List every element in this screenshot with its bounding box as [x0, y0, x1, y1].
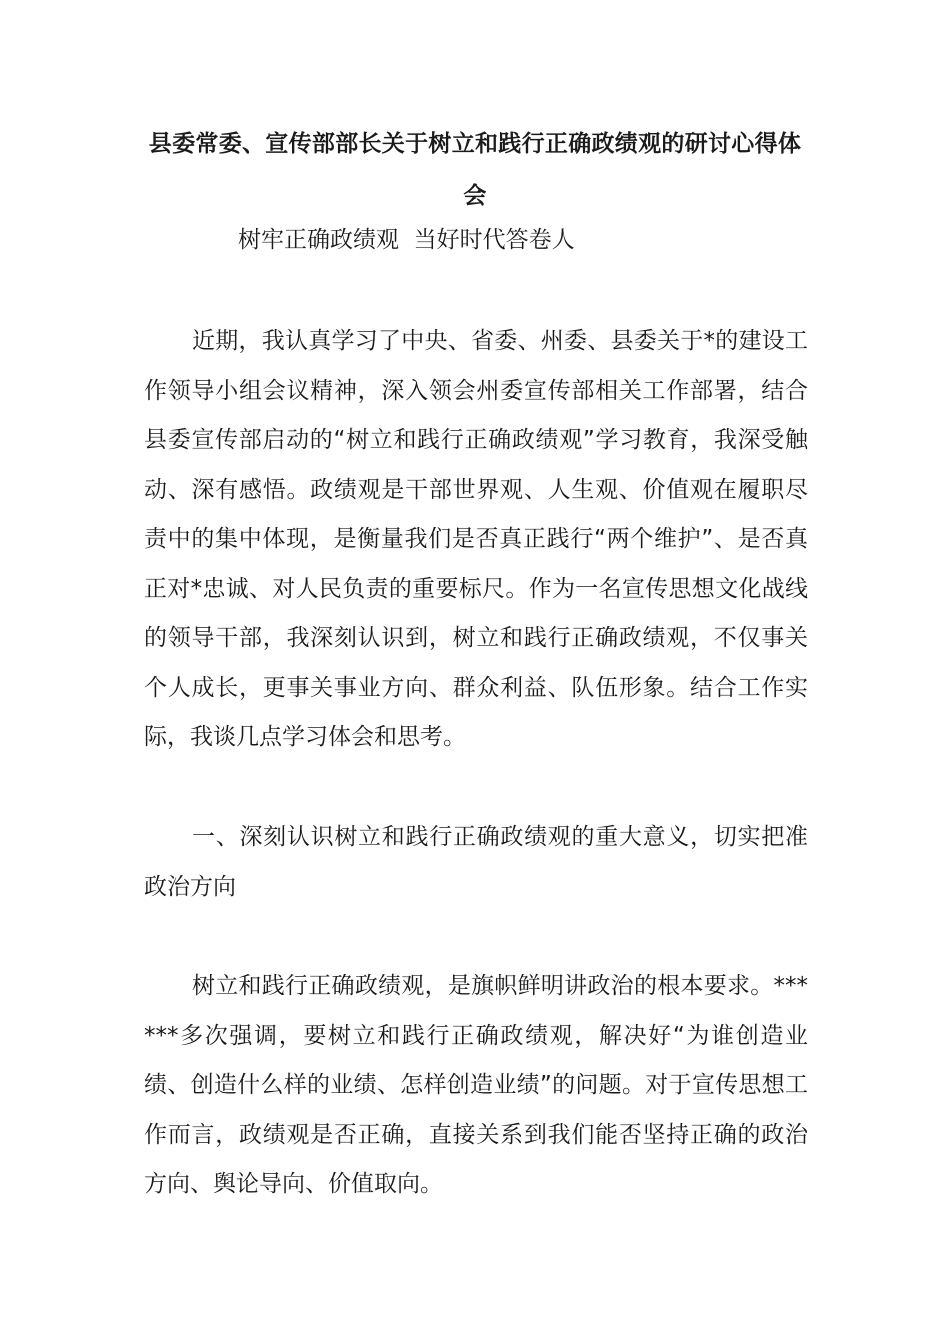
document-title: 县委常委、宣传部部长关于树立和践行正确政绩观的研讨心得体会	[148, 131, 802, 209]
paragraph-intro: 近期，我认真学习了中央、省委、州委、县委关于*的建设工作领导小组会议精神，深入领会州委宣传部相关工作部署，结合县委宣传部启动的“树立和践行正确政绩观”学习教育，我深受触动、深有感悟。政绩观是干部世界观、人生观、价值观在履职尽责中的集中体现，是衡量我们是否真正践行“两个维护”、是否真正对*忠诚、对人民负责的重要标尺。作为一名宣传思想文化战线的领导干部，我深刻认识到，树立和践行正确政绩观，不仅事关个人成长，更事关事业方向、群众利益、队伍形象。结合工作实际，我谈几点学习体会和思考。	[144, 328, 808, 750]
section-heading-1: 一、深刻认识树立和践行正确政绩观的重大意义，切实把准政治方向	[144, 824, 808, 900]
document-subtitle: 树牢正确政绩观 当好时代答卷人	[238, 227, 575, 253]
paragraph-section-1: 树立和践行正确政绩观，是旗帜鲜明讲政治的根本要求。******多次强调，要树立和践行正确政绩观，解决好“为谁创造业绩、创造什么样的业绩、怎样创造业绩”的问题。对于宣传思想工作而言，政绩观是否正确，直接关系到我们能否坚持正确的政治方向、舆论导向、价值取向。	[144, 973, 808, 1197]
